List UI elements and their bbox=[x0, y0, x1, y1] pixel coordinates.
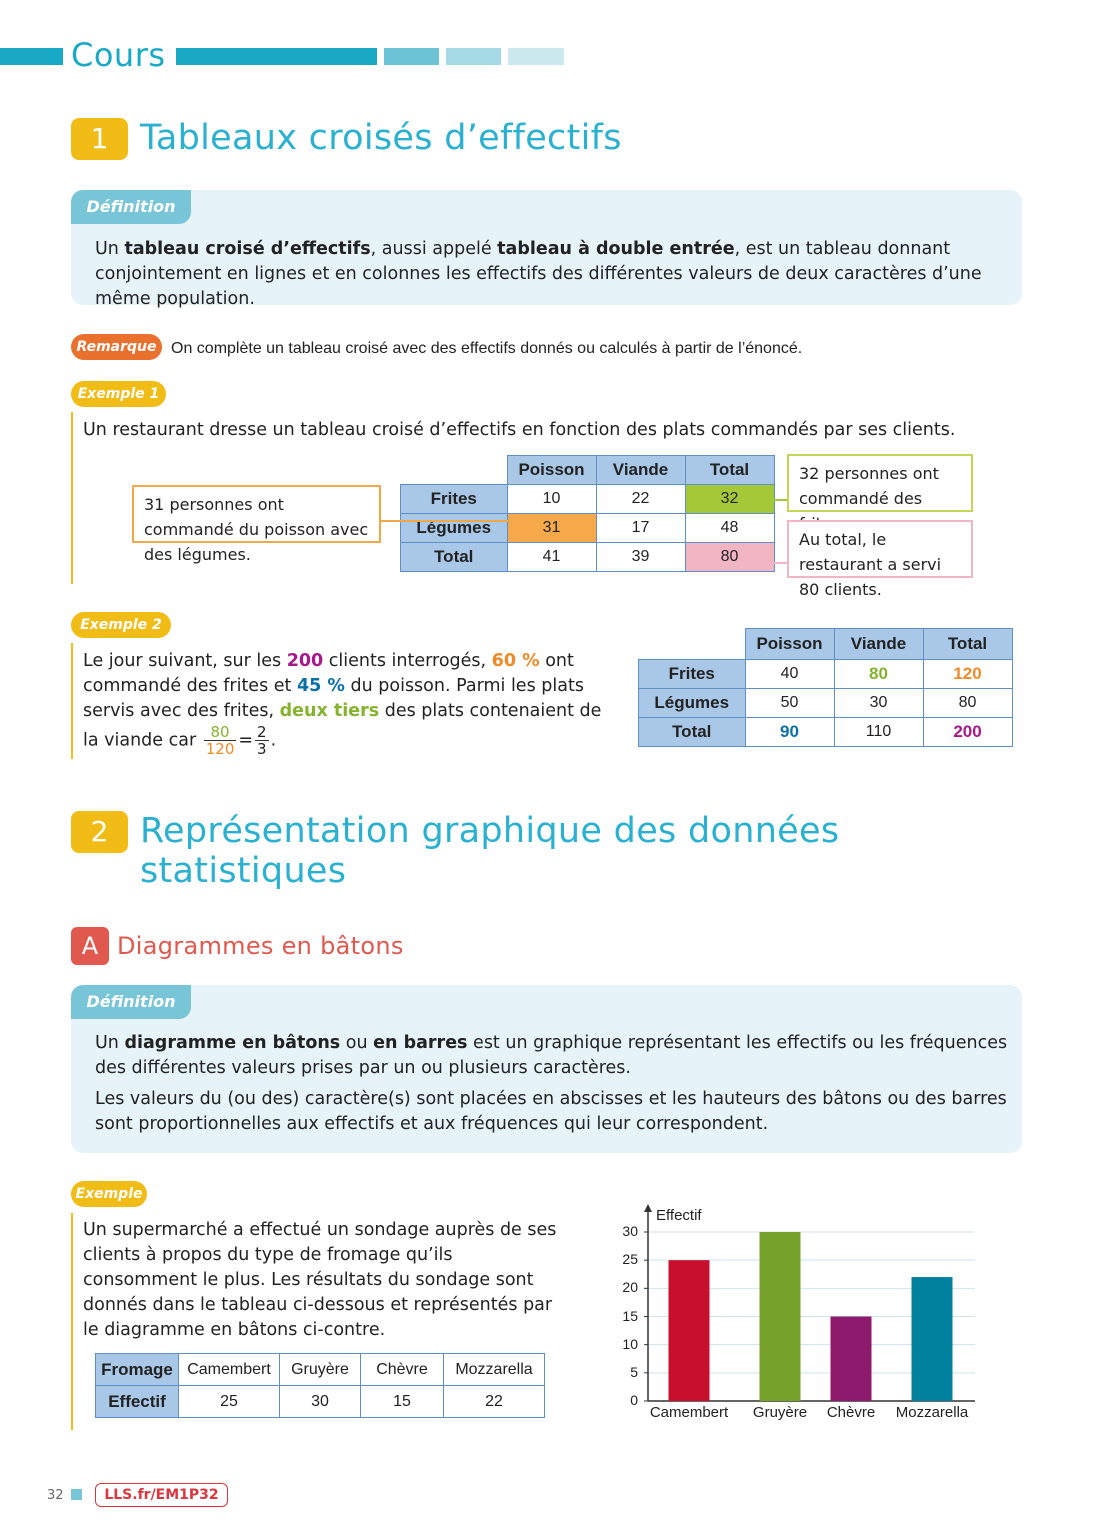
term-bold: en barres bbox=[373, 1033, 468, 1053]
row-header: Total bbox=[401, 543, 508, 572]
exemple-text: Un supermarché a effectué un sondage auprès de ses clients à propos du type de fromage qu’ils consomment le plus. Les résultats du sondage sont donnés dans le tableau ci-dessous et représentés par le diagramme en bâtons ci-contre. bbox=[83, 1220, 557, 1340]
remarque-tag: Remarque bbox=[71, 334, 162, 360]
table-cell-highlight: 200 bbox=[923, 718, 1012, 747]
y-tick-label: 10 bbox=[622, 1335, 638, 1352]
text-run: , est un tableau donnant conjointement en lignes et en colonnes les effectifs des différentes valeurs de deux caractères d’une même population. bbox=[95, 239, 982, 309]
highlight-cell: 32 bbox=[685, 485, 774, 514]
row-header: Légumes bbox=[401, 514, 508, 543]
section-title-line1: Représentation graphique des données bbox=[140, 811, 840, 851]
text-run: est un graphique représentant les effectifs ou les fréquences des différentes valeurs prises par un ou plusieurs caractères. bbox=[95, 1033, 1008, 1078]
column-header: Viande bbox=[596, 456, 685, 485]
subsection-title: Diagrammes en bâtons bbox=[117, 932, 404, 960]
subsection-letter: A bbox=[71, 927, 109, 965]
bar-mozzarella bbox=[912, 1277, 953, 1401]
y-axis-label: Effectif bbox=[656, 1207, 702, 1224]
table-cell-highlight: 120 bbox=[923, 660, 1012, 689]
remarque-text: On complète un tableau croisé avec des effectifs donnés ou calculés à partir de l’énoncé. bbox=[171, 340, 803, 357]
table-cell: 41 bbox=[507, 543, 596, 572]
table-cell: 39 bbox=[596, 543, 685, 572]
text-run: Le jour suivant, sur les bbox=[83, 651, 287, 671]
x-tick-label: Mozzarella bbox=[895, 1404, 969, 1421]
table-cell: Mozzarella bbox=[444, 1354, 545, 1386]
row-header: Fromage bbox=[96, 1354, 179, 1386]
section-number: 1 bbox=[71, 118, 128, 160]
row-header: Total bbox=[639, 718, 746, 747]
y-tick-label: 25 bbox=[622, 1251, 638, 1268]
section-number: 2 bbox=[71, 811, 128, 853]
value-60pct: 60 % bbox=[491, 651, 540, 671]
definition-text-2: Les valeurs du (ou des) caractère(s) sont placées en abscisses et les hauteurs des bâtons ou des barres sont proportionnelles aux effectifs et aux fréquences qui leur correspondent. bbox=[95, 1089, 1007, 1134]
fromage-table bbox=[95, 1353, 545, 1418]
table-corner bbox=[639, 629, 746, 660]
x-tick-label: Chèvre bbox=[826, 1404, 876, 1421]
bar-chèvre bbox=[831, 1317, 872, 1402]
exemple-tag: Exemple 1 bbox=[71, 381, 166, 407]
column-header: Total bbox=[685, 456, 774, 485]
text-run: ont commandé des frites et bbox=[83, 651, 574, 696]
table-cell: 40 bbox=[745, 660, 834, 689]
exemple-text: Un restaurant dresse un tableau croisé d’effectifs en fonction des plats commandés par ses clients. bbox=[83, 420, 956, 440]
highlight-cell: 31 bbox=[507, 514, 596, 543]
text-run: des plats contenaient de la viande car bbox=[83, 701, 602, 751]
y-axis-arrow bbox=[644, 1204, 652, 1212]
fraction bbox=[255, 724, 269, 757]
value-200: 200 bbox=[286, 651, 324, 671]
table-cell: 110 bbox=[834, 718, 923, 747]
footer-link[interactable]: LLS.fr/EM1P32 bbox=[95, 1483, 228, 1507]
row-header: Effectif bbox=[96, 1386, 179, 1418]
fraction-denominator: 3 bbox=[257, 740, 267, 758]
y-tick-label: 5 bbox=[630, 1363, 638, 1380]
term-bold: diagramme en bâtons bbox=[124, 1033, 341, 1053]
term-bold: tableau croisé d’effectifs bbox=[124, 239, 371, 259]
definition-tag: Définition bbox=[71, 985, 191, 1019]
value-45pct: 45 % bbox=[296, 676, 345, 696]
table-cell: 22 bbox=[596, 485, 685, 514]
row-header: Frites bbox=[639, 660, 746, 689]
column-header: Viande bbox=[834, 629, 923, 660]
fraction-numerator: 2 bbox=[257, 723, 267, 741]
table-cell: 80 bbox=[923, 689, 1012, 718]
x-tick-label: Camembert bbox=[649, 1404, 729, 1421]
column-header: Total bbox=[923, 629, 1012, 660]
row-header: Frites bbox=[401, 485, 508, 514]
term-bold: tableau à double entrée bbox=[497, 239, 735, 259]
definition-tag: Définition bbox=[71, 190, 191, 224]
text-run: Un bbox=[95, 1033, 125, 1053]
y-tick-label: 30 bbox=[622, 1223, 638, 1239]
text-run: . bbox=[270, 730, 277, 751]
row-header: Légumes bbox=[639, 689, 746, 718]
fraction-numerator: 80 bbox=[204, 724, 237, 741]
bar-gruyère bbox=[760, 1232, 801, 1401]
page-number: 32 bbox=[47, 1488, 64, 1503]
x-tick-label: Gruyère bbox=[752, 1404, 808, 1421]
table-cell: Gruyère bbox=[280, 1354, 361, 1386]
table-cell: 30 bbox=[280, 1386, 361, 1418]
equals-sign: = bbox=[238, 730, 254, 751]
definition-text bbox=[95, 1031, 1010, 1081]
text-run: clients interrogés, bbox=[323, 651, 492, 671]
exemple-tag: Exemple bbox=[71, 1181, 147, 1207]
fraction-denominator: 120 bbox=[205, 740, 235, 758]
exemple2-text bbox=[83, 649, 608, 757]
cross-table-example2 bbox=[638, 628, 1013, 747]
section-title-line2: statistiques bbox=[140, 851, 347, 891]
text-run: ou bbox=[340, 1033, 374, 1053]
column-header: Poisson bbox=[507, 456, 596, 485]
callout-right-bottom: Au total, le restaurant a servi 80 clients. bbox=[787, 520, 973, 578]
text-run: , aussi appelé bbox=[370, 239, 498, 259]
text-run: Un bbox=[95, 239, 125, 259]
table-cell-highlight: 80 bbox=[834, 660, 923, 689]
y-tick-label: 0 bbox=[630, 1392, 638, 1408]
exemple-tag: Exemple 2 bbox=[71, 612, 171, 638]
section-title: Tableaux croisés d’effectifs bbox=[140, 118, 622, 158]
text-run: du poisson. Parmi les plats servis avec des frites, bbox=[83, 676, 584, 721]
table-cell: 15 bbox=[361, 1386, 444, 1418]
table-cell: 25 bbox=[179, 1386, 280, 1418]
table-cell: 22 bbox=[444, 1386, 545, 1418]
table-cell: 10 bbox=[507, 485, 596, 514]
table-cell: 50 bbox=[745, 689, 834, 718]
table-cell: Chèvre bbox=[361, 1354, 444, 1386]
table-cell: 48 bbox=[685, 514, 774, 543]
value-deux-tiers: deux tiers bbox=[279, 701, 380, 721]
y-tick-label: 15 bbox=[622, 1307, 638, 1324]
callout-right-top: 32 personnes ont commandé des bbox=[787, 454, 973, 512]
bar-camembert bbox=[669, 1260, 710, 1401]
y-tick-label: 20 bbox=[622, 1279, 638, 1296]
fraction bbox=[204, 724, 237, 757]
callout-left: 31 personnes ont commandé du poisson avec des légumes. bbox=[132, 485, 381, 543]
table-cell: 30 bbox=[834, 689, 923, 718]
table-cell-highlight: 90 bbox=[745, 718, 834, 747]
highlight-cell: 80 bbox=[685, 543, 774, 572]
exemple-rule bbox=[71, 1213, 73, 1430]
column-header: Poisson bbox=[745, 629, 834, 660]
table-cell: Camembert bbox=[179, 1354, 280, 1386]
header-label: Cours bbox=[71, 36, 166, 74]
footer-square bbox=[71, 1489, 82, 1500]
bar-chart-svg bbox=[600, 1200, 1000, 1430]
exemple-rule bbox=[71, 643, 73, 759]
bar-chart bbox=[600, 1200, 1000, 1430]
table-cell: 17 bbox=[596, 514, 685, 543]
